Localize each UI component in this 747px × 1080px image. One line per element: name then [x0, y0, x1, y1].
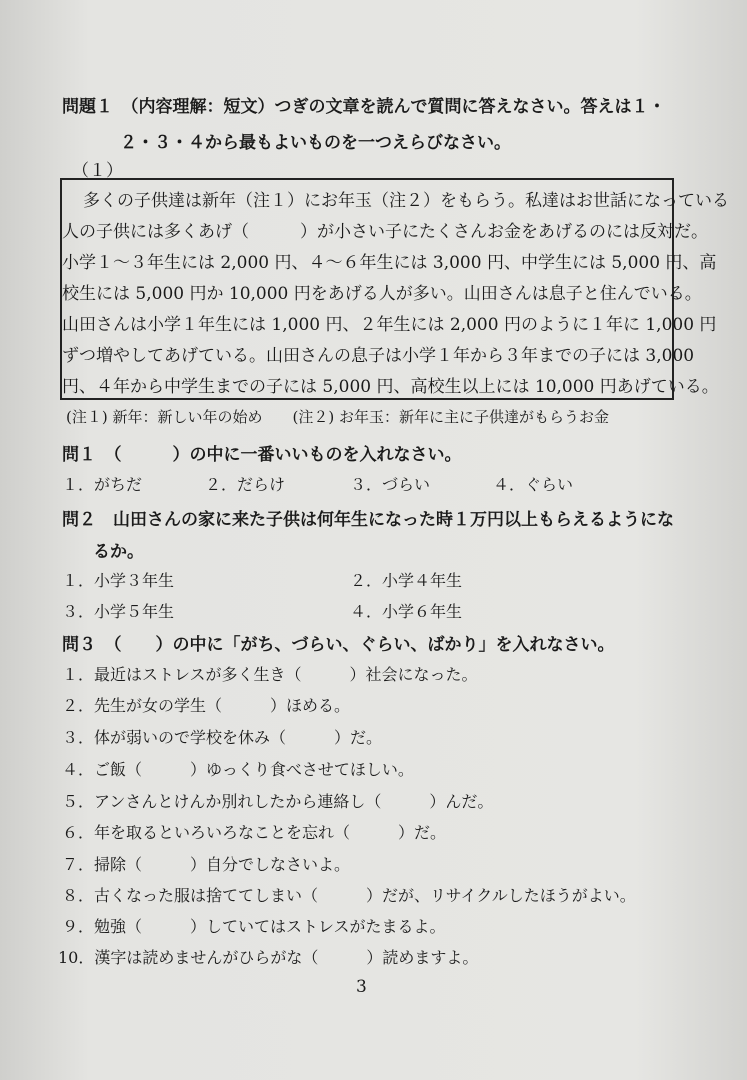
q3-item: ９．勉強（ ）していてはストレスがたまるよ。	[62, 917, 446, 936]
q1-prompt: 問１ （ ）の中に一番いいものを入れなさい。	[62, 445, 462, 465]
reading-passage-box	[60, 178, 729, 400]
passage-line: 人の子供には多くあげ（ ）が小さい子にたくさんお金をあげるのには反対だ。	[62, 222, 708, 242]
q2-option-2[interactable]: ２．小学４年生	[350, 571, 463, 590]
q3-item: ７．掃除（ ）自分でしなさいよ。	[62, 855, 351, 874]
q2-option-1[interactable]: １．小学３年生	[62, 571, 175, 590]
q1-option-1[interactable]: １．がちだ	[62, 475, 143, 494]
footnotes: (注１) 新年：新しい年の始め (注２) お年玉：新年に主に子供達がもらうお金	[66, 408, 609, 426]
section-number: （１）	[72, 161, 123, 181]
q3-item: ６．年を取るといろいろなことを忘れ（ ）だ。	[62, 823, 447, 842]
q3-item: ４．ご飯（ ）ゆっくり食べさせてほしい。	[62, 760, 414, 779]
q3-item: ３．体が弱いので学校を休み（ ）だ。	[62, 728, 383, 747]
passage-line: 多くの子供達は新年（注１）にお年玉（注２）をもらう。私達はお世話になっている	[66, 191, 729, 211]
instructions-line-1: 問題１ （内容理解：短文）つぎの文章を読んで質問に答えなさい。答えは１・	[62, 97, 666, 117]
passage-line: 小学１～３年生には 2,000 円、４～６年生には 3,000 円、中学生には 5,000 円、高	[62, 253, 717, 273]
page-number: 3	[356, 977, 367, 997]
q2-prompt-line-1: 問２ 山田さんの家に来た子供は何年生になった時１万円以上もらえるようにな	[62, 510, 674, 530]
passage-line: 円、４年から中学生までの子には 5,000 円、高校生以上には 10,000 円あげている。	[62, 377, 719, 397]
passage-line: 校生には 5,000 円か 10,000 円をあげる人が多い。山田さんは息子と住んでいる。	[62, 284, 702, 304]
q3-item: 10．漢字は読めませんがひらがな（ ）読めますよ。	[58, 948, 479, 967]
q1-option-2[interactable]: ２．だらけ	[205, 475, 286, 494]
q2-prompt-line-2: るか。	[93, 542, 144, 562]
passage-line: ずつ増やしてあげている。山田さんの息子は小学１年から３年までの子には 3,000	[62, 346, 695, 366]
q2-option-3[interactable]: ３．小学５年生	[62, 602, 175, 621]
passage-line: 山田さんは小学１年生には 1,000 円、２年生には 2,000 円のように１年に 1,000 円	[62, 315, 717, 335]
q2-option-4[interactable]: ４．小学６年生	[350, 602, 463, 621]
q1-option-4[interactable]: ４．ぐらい	[493, 475, 574, 494]
instructions-line-2: ２・３・４から最もよいものを一つえらびなさい。	[120, 133, 511, 153]
q1-option-3[interactable]: ３．づらい	[350, 475, 431, 494]
q3-item: ８．古くなった服は捨ててしまい（ ）だが、リサイクルしたほうがよい。	[62, 886, 636, 905]
q3-prompt: 問３ （ ）の中に「がち、づらい、ぐらい、ばかり」を入れなさい。	[62, 635, 615, 655]
q3-item: １．最近はストレスが多く生き（ ）社会になった。	[62, 665, 478, 684]
q3-item: ５．アンさんとけんか別れしたから連絡し（ ）んだ。	[62, 792, 494, 811]
q3-item: ２．先生が女の学生（ ）ほめる。	[62, 696, 351, 715]
